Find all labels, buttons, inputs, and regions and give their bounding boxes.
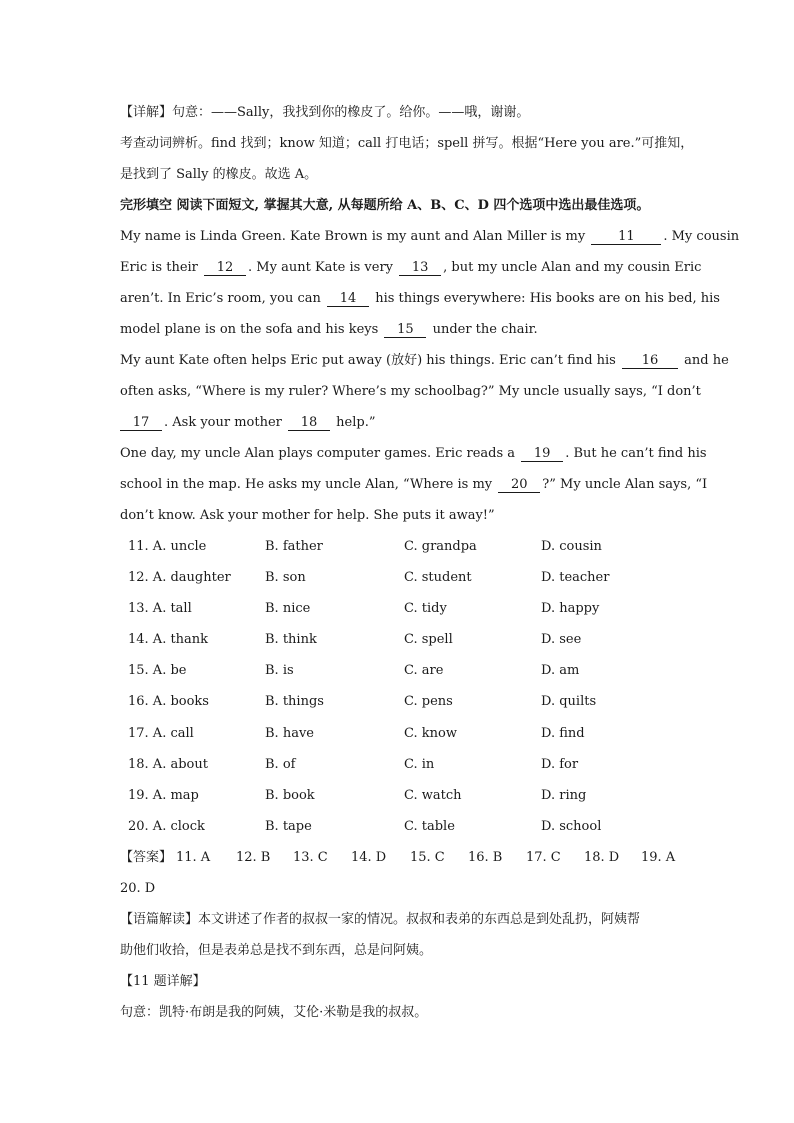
option-b: B. nice bbox=[265, 601, 311, 616]
option-c: C. pens bbox=[404, 694, 453, 709]
option-d: D. for bbox=[541, 757, 579, 772]
option-a: 13. A. tall bbox=[128, 601, 192, 616]
option-c: C. are bbox=[404, 663, 444, 678]
passage-line-2: Eric is their 12 . My aunt Kate is very 13 , but my uncle Alan and my cousin Eric bbox=[120, 260, 702, 275]
passage-line-6: often asks, “Where is my ruler? Where’s my schoolbag?” My uncle usually says, “I don’t bbox=[120, 384, 701, 399]
option-row-15 bbox=[128, 662, 688, 680]
option-d: D. school bbox=[541, 819, 602, 834]
q11-title: 【11 题详解】 bbox=[120, 974, 206, 989]
blank-16: 16 bbox=[622, 354, 678, 369]
option-c: C. student bbox=[404, 570, 472, 585]
option-d: D. quilts bbox=[541, 694, 597, 709]
passage-line-8: One day, my uncle Alan plays computer games. Eric reads a 19 . But he can’t find his bbox=[120, 446, 707, 461]
analysis-line-2: 是找到了 Sally 的橡皮。故选 A。 bbox=[120, 167, 318, 182]
option-b: B. things bbox=[265, 694, 324, 709]
analysis-line-1: 考查动词辨析。find 找到；know 知道；call 打电话；spell 拼写。根据“Here you are.”可推知， bbox=[120, 136, 694, 151]
blank-19: 19 bbox=[521, 447, 563, 462]
option-row-11 bbox=[128, 538, 688, 556]
passage-line-4: model plane is on the sofa and his keys 15 under the chair. bbox=[120, 322, 538, 337]
blank-15: 15 bbox=[384, 323, 426, 338]
option-c: C. tidy bbox=[404, 601, 447, 616]
passage-line-1: My name is Linda Green. Kate Brown is my aunt and Alan Miller is my 11 . My cousin bbox=[120, 229, 740, 244]
option-row-16 bbox=[128, 693, 688, 711]
blank-20: 20 bbox=[498, 478, 540, 493]
option-row-19 bbox=[128, 787, 688, 805]
option-b: B. book bbox=[265, 788, 315, 803]
answer-item: 11. A bbox=[176, 850, 211, 865]
option-row-13 bbox=[128, 600, 688, 618]
option-row-12 bbox=[128, 569, 688, 587]
option-a: 12. A. daughter bbox=[128, 570, 231, 585]
option-c: C. watch bbox=[404, 788, 462, 803]
option-b: B. son bbox=[265, 570, 306, 585]
option-a: 16. A. books bbox=[128, 694, 209, 709]
option-b: B. tape bbox=[265, 819, 312, 834]
answer-item: 13. C bbox=[293, 850, 328, 865]
answer-item: 14. D bbox=[351, 850, 387, 865]
option-d: D. ring bbox=[541, 788, 587, 803]
option-b: B. have bbox=[265, 726, 314, 741]
q11-meaning: 句意：凯特·布朗是我的阿姨，艾伦·米勒是我的叔叔。 bbox=[120, 1005, 428, 1020]
detail-line: 【详解】句意：——Sally，我找到你的橡皮了。给你。——哦，谢谢。 bbox=[120, 105, 530, 120]
passage-line-5: My aunt Kate often helps Eric put away (放好) his things. Eric can’t find his 16 and he bbox=[120, 353, 729, 368]
blank-18: 18 bbox=[288, 416, 330, 431]
reading-line-1: 【语篇解读】本文讲述了作者的叔叔一家的情况。叔叔和表弟的东西总是到处乱扔，阿姨帮 bbox=[120, 912, 641, 927]
option-a: 20. A. clock bbox=[128, 819, 205, 834]
option-d: D. see bbox=[541, 632, 582, 647]
blank-17: 17 bbox=[120, 416, 162, 431]
answer-item: 12. B bbox=[236, 850, 271, 865]
answer-item: 16. B bbox=[468, 850, 503, 865]
answer-item: 15. C bbox=[410, 850, 445, 865]
option-row-14 bbox=[128, 631, 688, 649]
passage-line-3: aren’t. In Eric’s room, you can 14 his things everywhere: His books are on his bed, his bbox=[120, 291, 720, 306]
passage-line-9: school in the map. He asks my uncle Alan, “Where is my 20 ?” My uncle Alan says, “I bbox=[120, 477, 708, 492]
option-a: 19. A. map bbox=[128, 788, 199, 803]
answer-item: 19. A bbox=[641, 850, 676, 865]
option-row-17 bbox=[128, 725, 688, 743]
option-row-20 bbox=[128, 818, 688, 836]
option-a: 17. A. call bbox=[128, 726, 194, 741]
option-d: D. find bbox=[541, 726, 585, 741]
blank-12: 12 bbox=[204, 261, 246, 276]
passage-line-10: don’t know. Ask your mother for help. She puts it away!” bbox=[120, 508, 495, 523]
section-title: 完形填空 阅读下面短文, 掌握其大意, 从每题所给 A、B、C、D 四个选项中选出最佳选项。 bbox=[120, 198, 650, 213]
option-a: 18. A. about bbox=[128, 757, 208, 772]
option-d: D. am bbox=[541, 663, 580, 678]
blank-14: 14 bbox=[327, 292, 369, 307]
answer-item: 17. C bbox=[526, 850, 561, 865]
answer-row bbox=[120, 849, 680, 867]
option-row-18 bbox=[128, 756, 688, 774]
answer-item: 18. D bbox=[584, 850, 620, 865]
reading-line-2: 助他们收拾，但是表弟总是找不到东西，总是问阿姨。 bbox=[120, 943, 433, 958]
blank-13: 13 bbox=[399, 261, 441, 276]
option-b: B. of bbox=[265, 757, 296, 772]
option-c: C. in bbox=[404, 757, 435, 772]
answer-label: 【答案】 bbox=[120, 850, 173, 865]
option-c: C. spell bbox=[404, 632, 453, 647]
option-d: D. teacher bbox=[541, 570, 610, 585]
option-d: D. happy bbox=[541, 601, 600, 616]
option-c: C. know bbox=[404, 726, 457, 741]
passage-line-7: 17 . Ask your mother 18 help.” bbox=[120, 414, 376, 432]
option-d: D. cousin bbox=[541, 539, 602, 554]
option-c: C. grandpa bbox=[404, 539, 477, 554]
option-a: 15. A. be bbox=[128, 663, 187, 678]
option-c: C. table bbox=[404, 819, 455, 834]
option-b: B. father bbox=[265, 539, 323, 554]
answer-item-last: 20. D bbox=[120, 881, 156, 896]
option-a: 11. A. uncle bbox=[128, 539, 207, 554]
option-b: B. is bbox=[265, 663, 294, 678]
blank-11: 11 bbox=[591, 230, 661, 245]
option-a: 14. A. thank bbox=[128, 632, 209, 647]
option-b: B. think bbox=[265, 632, 317, 647]
